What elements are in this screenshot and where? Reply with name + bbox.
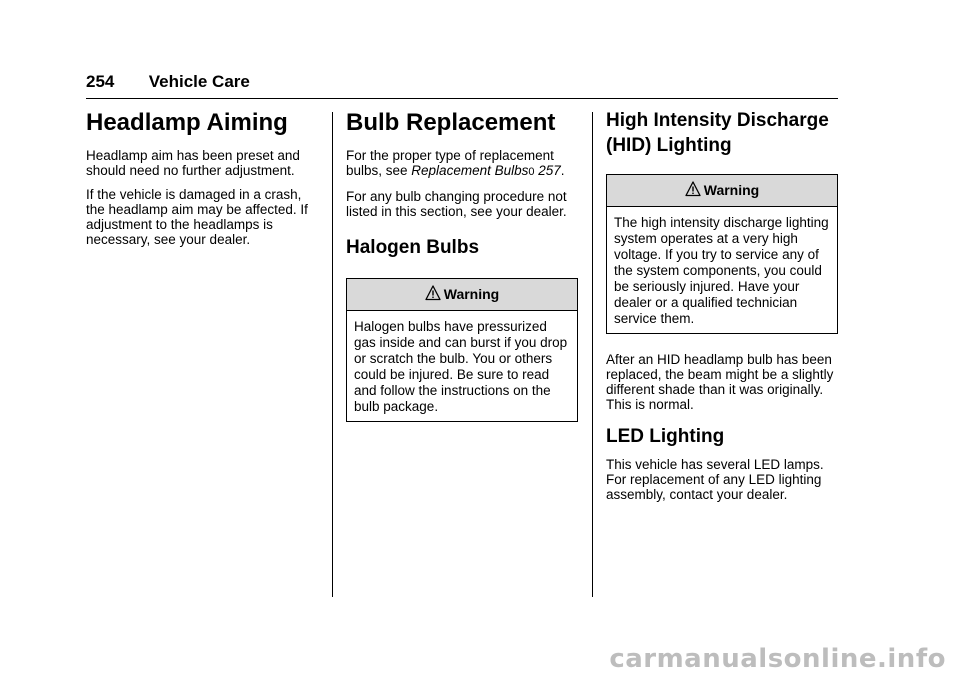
led-lighting-heading: LED Lighting — [606, 426, 725, 447]
warning-triangle-icon — [685, 181, 701, 197]
paragraph-text: For the proper type of replacement bulbs, see — [346, 148, 554, 178]
paragraph: This vehicle has several LED lamps. For replacement of any LED lighting assembly, contact your dealer. — [606, 457, 824, 502]
paragraph: If the vehicle is damaged in a crash, the headlamp aim may be affected. If adjustment to the headlamps is necessary, see your dealer. — [86, 187, 308, 247]
paragraph: Headlamp aim has been preset and should need no further adjustment. — [86, 148, 300, 178]
warning-title: Warning — [703, 182, 760, 198]
warning-text: Halogen bulbs have pressurized gas inside and can burst if you drop or scratch the bulb. You or others could be injured. Be sure to read and follow the instructions on the bulb package. — [354, 319, 568, 414]
watermark: carmanualsonline.info — [609, 644, 946, 674]
replacement-bulbs-link[interactable] — [411, 163, 560, 178]
warning-box — [606, 174, 838, 334]
link-text: Replacement Bulbs — [411, 163, 529, 178]
paragraph: After an HID headlamp bulb has been replaced, the beam might be a slightly different shade than it was originally. This is normal. — [606, 352, 834, 412]
warning-header — [607, 175, 837, 207]
page-number: 254 — [86, 72, 115, 91]
warning-header — [347, 279, 577, 311]
column-divider — [332, 112, 333, 597]
paragraph: For any bulb changing procedure not listed in this section, see your dealer. — [346, 189, 567, 219]
warning-triangle-icon — [425, 285, 441, 301]
warning-text: The high intensity discharge lighting system operates at a very high voltage. If you try to service any of the system components, you could be seriously injured. Have your dealer or a qualified technician service them. — [614, 215, 829, 326]
column-right — [606, 108, 838, 511]
bulb-replacement-heading: Bulb Replacement — [346, 109, 556, 136]
page-header — [86, 72, 250, 92]
header-rule — [86, 98, 838, 99]
warning-title: Warning — [443, 286, 500, 302]
link-page: 257 — [534, 163, 561, 178]
column-divider — [592, 112, 593, 597]
paragraph — [346, 148, 578, 180]
warning-box — [346, 278, 578, 422]
column-left — [86, 108, 316, 256]
paragraph-text: . — [560, 163, 565, 178]
section-title: Vehicle Care — [148, 72, 250, 91]
headlamp-aiming-heading: Headlamp Aiming — [86, 109, 288, 136]
page-ref-icon: 0 — [528, 166, 535, 178]
halogen-bulbs-heading: Halogen Bulbs — [346, 237, 480, 258]
column-middle — [346, 108, 578, 422]
hid-lighting-heading: High Intensity Discharge (HID) Lighting — [606, 110, 829, 156]
